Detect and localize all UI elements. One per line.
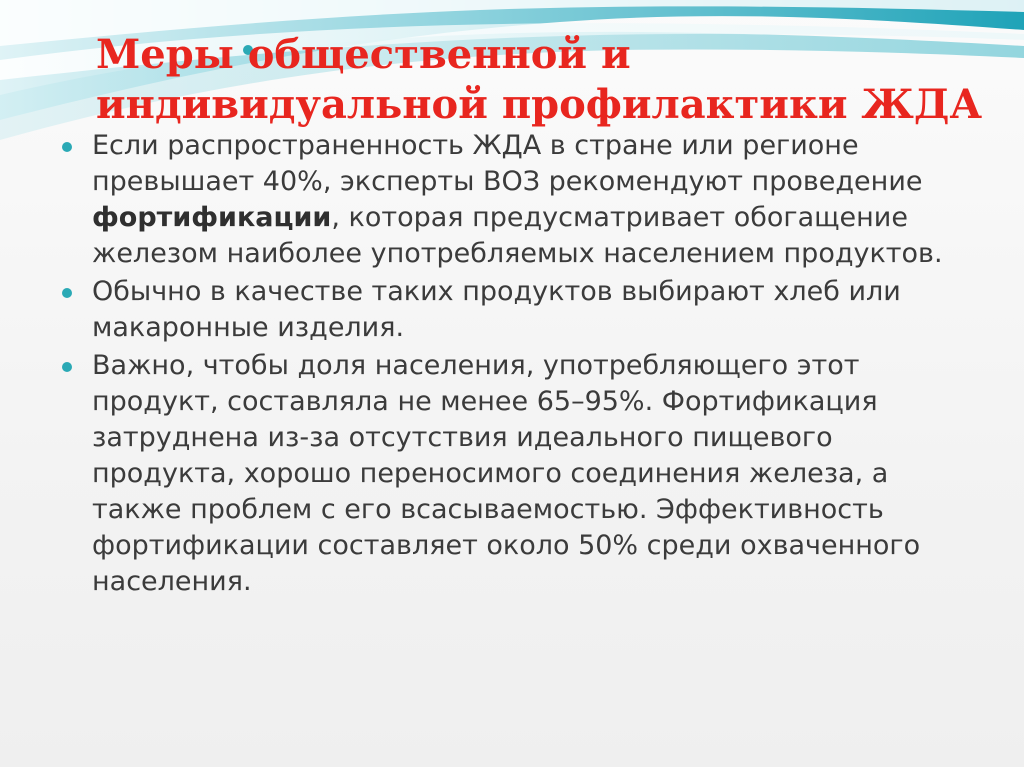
slide-title (96, 30, 996, 130)
title-line-1: Меры общественной и (96, 31, 631, 78)
bullet-dot-icon (62, 362, 72, 372)
bullet-1-part-2: , которая предусматривает обогащение железом наиболее употребляемых населением продуктов. (92, 202, 943, 269)
bullet-1-part-1: Если распространенность ЖДА в стране или регионе превышает 40%, эксперты ВОЗ рекомендуют проведение (92, 130, 923, 197)
bullet-item-2 (60, 274, 960, 346)
bullet-list (60, 128, 960, 602)
bullet-item-1 (60, 128, 960, 272)
bullet-dot-icon (62, 288, 72, 298)
bullet-dot-icon (62, 142, 72, 152)
bullet-item-3 (60, 348, 960, 600)
bullet-text-1 (92, 128, 960, 272)
title-line-2: индивидуальной профилактики ЖДА (96, 81, 983, 128)
bullet-text-2: Обычно в качестве таких продуктов выбирают хлеб или макаронные изделия. (92, 276, 901, 343)
bullet-text-3: Важно, чтобы доля населения, употребляющего этот продукт, составляла не менее 65–95%. Фортификация затруднена из-за отсутствия идеального пищевого продукта, хорошо переносимого соединения железа, а также проблем с его всасываемостью. Эффективность фортификации составляет около 50% среди охваченного населения. (92, 350, 921, 597)
bullet-1-bold-term: фортификации (92, 202, 332, 233)
